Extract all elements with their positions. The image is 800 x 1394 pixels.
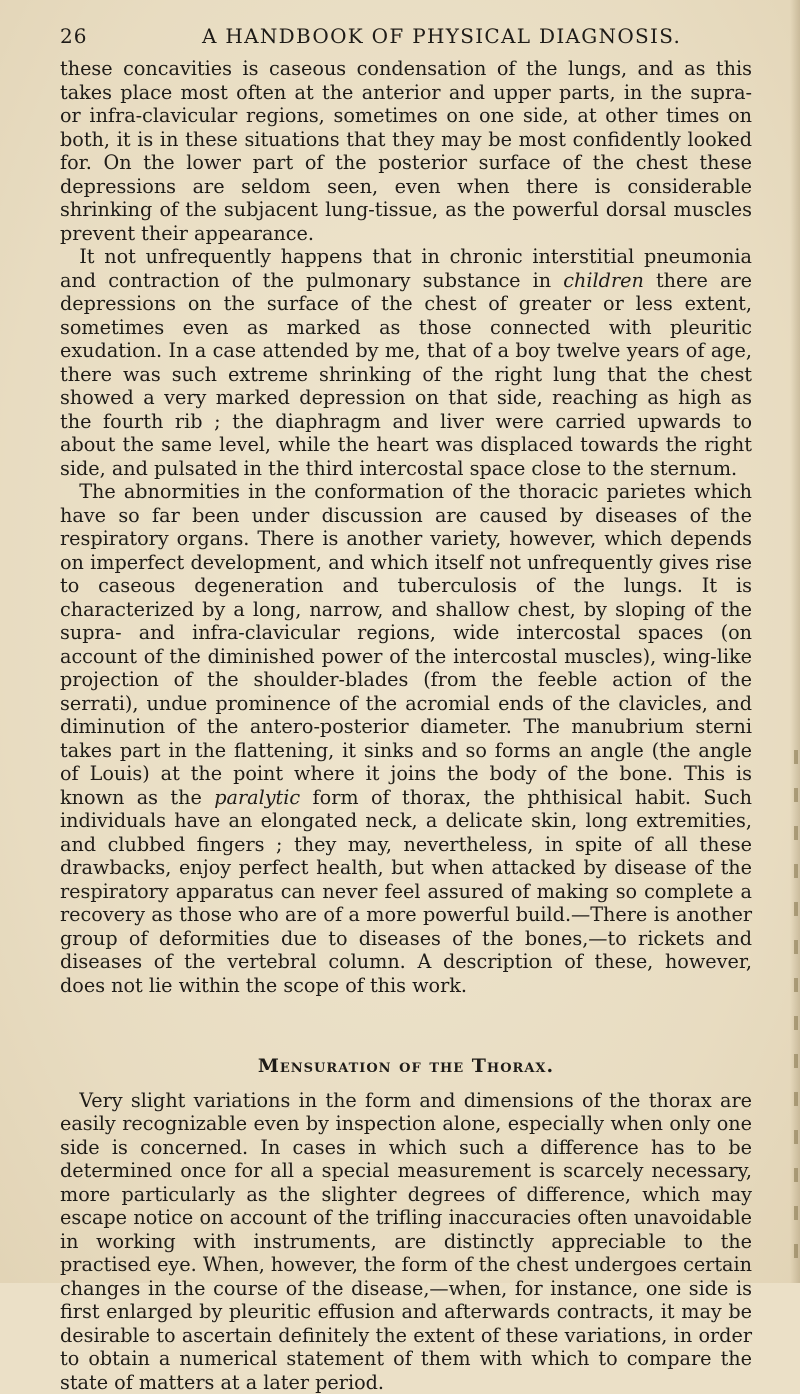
running-head: A HANDBOOK OF PHYSICAL DIAGNOSIS. bbox=[202, 24, 681, 48]
italic-children: children bbox=[563, 269, 644, 292]
page-number: 26 bbox=[60, 24, 87, 48]
paragraph-4-text: Very slight variations in the form and dimensions of the thorax are easily recognizable even by inspection alone, especially when only one side is concerned. In cases in which such a difference has to be determined once for all a special measurement is scarcely necessary, more particularly as the slighter degrees of difference, which may escape notice on account of the trifling inaccuracies often unavoidable in working with instruments, are distinctly appreciable to the practised eye. When, however, the form of the chest undergoes certain changes in the course of the disease,—when, for instance, one side is first enlarged by pleuritic effusion and afterwards contracts, it may be desirable to ascertain definitely the extent of these variations, in order to obtain a numerical statement of them with which to compare the state of matters at a later period. bbox=[60, 1089, 752, 1394]
page-edge-marks bbox=[794, 750, 798, 1270]
paragraph-1: these concavities is caseous condensation of the lungs, and as this takes place most often at the anterior and upper parts, in the supra- or infra-clavicular regions, sometimes on one side, at other times on both, it is in these situations that they may be most confidently looked for. On the lower part of the posterior surface of the chest these depressions are seldom seen, even when there is considerable shrinking of the subjacent lung-tissue, as the powerful dorsal muscles prevent their appearance. bbox=[60, 57, 752, 245]
paragraph-3-text-a: The abnormities in the conformation of the thoracic parietes which have so far been under discussion are caused by diseases of the respiratory organs. There is another variety, however, which depends on imperfect development, and which itself not unfrequently gives rise to caseous degeneration and tuberculosis of the lungs. It is characterized by a long, narrow, and shallow chest, by sloping of the supra- and infra-clavicular regions, wide intercostal spaces (on account of the diminished power of the intercostal muscles), wing-like projection of the shoulder-blades (from the feeble action of the serrati), undue prominence of the acromial ends of the clavicles, and diminution of the antero-posterior diameter. The manubrium sterni takes part in the flattening, it sinks and so forms an angle (the angle of Louis) at the point where it joins the body of the bone. This is known as the bbox=[60, 480, 752, 809]
paragraph-2-text-a: It not unfrequently happens that in chronic interstitial pneumonia and contraction of the pulmonary substance in bbox=[60, 245, 752, 292]
paragraph-3-text-b: form of thorax, the phthisical habit. Such individuals have an elongated neck, a delicate skin, long extremities, and clubbed fingers ; they may, nevertheless, in spite of all these drawbacks, enjoy perfect health, but when attacked by disease of the respiratory apparatus can never feel assured of making so complete a recovery as those who are of a more powerful build.—There is another group of deformities due to diseases of the bones,—to rickets and diseases of the vertebral column. A description of these, however, does not lie within the scope of this work. bbox=[60, 786, 752, 997]
paragraph-4 bbox=[60, 1089, 752, 1394]
italic-paralytic: paralytic bbox=[214, 786, 300, 809]
section-heading: Mensuration of the Thorax. bbox=[60, 997, 752, 1089]
paragraph-2-text-b: there are depressions on the surface of the chest of greater or less extent, sometimes even as marked as those connected with pleuritic exudation. In a case attended by me, that of a boy twelve years of age, there was such extreme shrinking of the right lung that the chest showed a very marked depression on that side, reaching as high as the fourth rib ; the diaphragm and liver were carried upwards to about the same level, while the heart was displaced towards the right side, and pulsated in the third intercostal space close to the sternum. bbox=[60, 269, 752, 480]
body-text bbox=[60, 57, 752, 1394]
paragraph-3 bbox=[60, 480, 752, 997]
paragraph-2 bbox=[60, 245, 752, 480]
page-header bbox=[60, 24, 750, 54]
